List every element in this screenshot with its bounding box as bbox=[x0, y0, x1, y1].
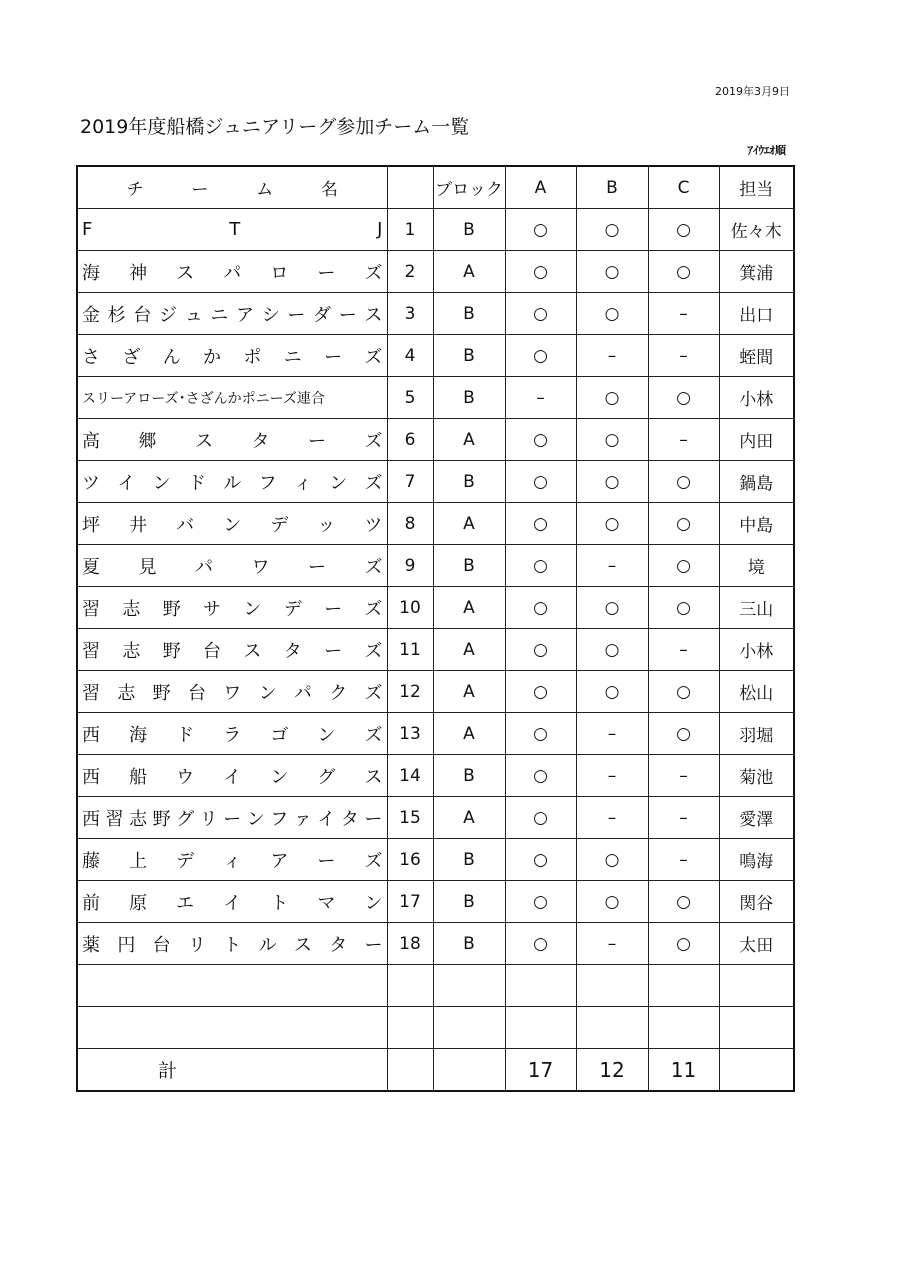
team-block: B bbox=[433, 293, 505, 335]
header-number bbox=[387, 166, 433, 209]
table-row bbox=[77, 797, 794, 839]
mark-a: ○ bbox=[505, 503, 576, 545]
team-staff: 愛澤 bbox=[719, 797, 794, 839]
table-row bbox=[77, 461, 794, 503]
team-name: 薬 円 台 リ ト ル ス タ ー bbox=[77, 923, 387, 965]
team-name: 西 船 ウ イ ン グ ス bbox=[77, 755, 387, 797]
mark-b: ○ bbox=[576, 461, 648, 503]
table-row bbox=[77, 713, 794, 755]
empty-row bbox=[77, 1007, 794, 1049]
team-block: A bbox=[433, 671, 505, 713]
team-staff: 鍋島 bbox=[719, 461, 794, 503]
mark-c: ○ bbox=[648, 671, 719, 713]
team-block: A bbox=[433, 629, 505, 671]
team-number: 5 bbox=[387, 377, 433, 419]
total-a: 17 bbox=[505, 1049, 576, 1092]
mark-b: ○ bbox=[576, 587, 648, 629]
team-staff: 太田 bbox=[719, 923, 794, 965]
team-block: B bbox=[433, 881, 505, 923]
team-number: 16 bbox=[387, 839, 433, 881]
table-row bbox=[77, 839, 794, 881]
mark-c: – bbox=[648, 629, 719, 671]
team-name: 金 杉 台 ジ ュ ニ ア シ ー ダ ー ス bbox=[77, 293, 387, 335]
team-block: B bbox=[433, 209, 505, 251]
team-block: B bbox=[433, 377, 505, 419]
team-staff: 松山 bbox=[719, 671, 794, 713]
mark-b: – bbox=[576, 713, 648, 755]
team-name: 習 志 野 サ ン デ ー ズ bbox=[77, 587, 387, 629]
team-number: 10 bbox=[387, 587, 433, 629]
team-name: ツ イ ン ド ル フ ィ ン ズ bbox=[77, 461, 387, 503]
document-title: 2019年度船橋ジュニアリーグ参加チーム一覧 bbox=[80, 116, 470, 138]
team-staff: 境 bbox=[719, 545, 794, 587]
mark-a: ○ bbox=[505, 293, 576, 335]
mark-b: ○ bbox=[576, 293, 648, 335]
table-row bbox=[77, 503, 794, 545]
mark-c: ○ bbox=[648, 545, 719, 587]
mark-c: – bbox=[648, 755, 719, 797]
mark-b: ○ bbox=[576, 209, 648, 251]
team-name: スリーアローズ･さざんかポニーズ連合 bbox=[77, 377, 387, 419]
mark-c: ○ bbox=[648, 713, 719, 755]
team-block: B bbox=[433, 545, 505, 587]
header-a: A bbox=[505, 166, 576, 209]
mark-c: ○ bbox=[648, 587, 719, 629]
team-name: 前 原 エ イ ト マ ン bbox=[77, 881, 387, 923]
team-name: 習 志 野 台 ス タ ー ズ bbox=[77, 629, 387, 671]
team-staff: 佐々木 bbox=[719, 209, 794, 251]
table-row bbox=[77, 881, 794, 923]
team-staff: 内田 bbox=[719, 419, 794, 461]
mark-a: ○ bbox=[505, 587, 576, 629]
header-b: B bbox=[576, 166, 648, 209]
team-staff: 菊池 bbox=[719, 755, 794, 797]
team-number: 3 bbox=[387, 293, 433, 335]
team-staff: 小林 bbox=[719, 629, 794, 671]
header-block: ブロック bbox=[433, 166, 505, 209]
team-staff: 関谷 bbox=[719, 881, 794, 923]
team-block: B bbox=[433, 839, 505, 881]
table-row bbox=[77, 755, 794, 797]
mark-c: ○ bbox=[648, 503, 719, 545]
mark-c: – bbox=[648, 335, 719, 377]
mark-c: ○ bbox=[648, 461, 719, 503]
table-row bbox=[77, 335, 794, 377]
team-name: 高 郷 ス タ ー ズ bbox=[77, 419, 387, 461]
empty-row bbox=[77, 965, 794, 1007]
team-number: 18 bbox=[387, 923, 433, 965]
total-c: 11 bbox=[648, 1049, 719, 1092]
mark-c: – bbox=[648, 839, 719, 881]
total-label: 計 bbox=[77, 1049, 387, 1092]
team-block: A bbox=[433, 587, 505, 629]
sort-order-note: ｱｲｳｴｵ順 bbox=[747, 144, 786, 157]
mark-a: ○ bbox=[505, 797, 576, 839]
team-block: B bbox=[433, 461, 505, 503]
team-name: 藤 上 デ ィ ア ー ズ bbox=[77, 839, 387, 881]
mark-c: – bbox=[648, 419, 719, 461]
team-number: 8 bbox=[387, 503, 433, 545]
mark-a: ○ bbox=[505, 839, 576, 881]
header-team-name bbox=[77, 166, 387, 209]
mark-b: – bbox=[576, 335, 648, 377]
mark-a: ○ bbox=[505, 923, 576, 965]
mark-a: ○ bbox=[505, 713, 576, 755]
team-name: 坪 井 バ ン デ ッ ツ bbox=[77, 503, 387, 545]
team-staff: 小林 bbox=[719, 377, 794, 419]
total-row bbox=[77, 1049, 794, 1092]
mark-c: ○ bbox=[648, 881, 719, 923]
mark-b: ○ bbox=[576, 503, 648, 545]
table-row bbox=[77, 671, 794, 713]
team-name: F T J bbox=[77, 209, 387, 251]
table-row bbox=[77, 587, 794, 629]
mark-b: – bbox=[576, 797, 648, 839]
team-number: 1 bbox=[387, 209, 433, 251]
mark-a: ○ bbox=[505, 881, 576, 923]
table-row bbox=[77, 923, 794, 965]
team-number: 13 bbox=[387, 713, 433, 755]
mark-a: ○ bbox=[505, 209, 576, 251]
mark-a: ○ bbox=[505, 419, 576, 461]
mark-a: ○ bbox=[505, 755, 576, 797]
mark-a: ○ bbox=[505, 545, 576, 587]
team-block: A bbox=[433, 797, 505, 839]
mark-b: ○ bbox=[576, 629, 648, 671]
team-number: 4 bbox=[387, 335, 433, 377]
mark-c: – bbox=[648, 797, 719, 839]
team-number: 14 bbox=[387, 755, 433, 797]
team-number: 17 bbox=[387, 881, 433, 923]
team-name: 海 神 ス パ ロ ー ズ bbox=[77, 251, 387, 293]
mark-c: ○ bbox=[648, 923, 719, 965]
header-staff: 担当 bbox=[719, 166, 794, 209]
mark-a: ○ bbox=[505, 629, 576, 671]
team-block: A bbox=[433, 419, 505, 461]
mark-a: ○ bbox=[505, 335, 576, 377]
team-block: A bbox=[433, 503, 505, 545]
mark-a: ○ bbox=[505, 461, 576, 503]
team-staff: 箕浦 bbox=[719, 251, 794, 293]
team-roster-table bbox=[76, 165, 795, 1092]
table-row bbox=[77, 545, 794, 587]
team-staff: 中島 bbox=[719, 503, 794, 545]
mark-a: – bbox=[505, 377, 576, 419]
team-number: 9 bbox=[387, 545, 433, 587]
mark-c: ○ bbox=[648, 209, 719, 251]
team-block: B bbox=[433, 335, 505, 377]
mark-c: ○ bbox=[648, 251, 719, 293]
mark-b: – bbox=[576, 923, 648, 965]
mark-c: ○ bbox=[648, 377, 719, 419]
table-row bbox=[77, 419, 794, 461]
team-block: A bbox=[433, 251, 505, 293]
team-staff: 羽堀 bbox=[719, 713, 794, 755]
table-row bbox=[77, 251, 794, 293]
team-number: 7 bbox=[387, 461, 433, 503]
team-number: 11 bbox=[387, 629, 433, 671]
team-number: 2 bbox=[387, 251, 433, 293]
mark-b: ○ bbox=[576, 881, 648, 923]
table-row bbox=[77, 629, 794, 671]
mark-b: ○ bbox=[576, 377, 648, 419]
mark-b: ○ bbox=[576, 671, 648, 713]
table-row bbox=[77, 293, 794, 335]
mark-a: ○ bbox=[505, 671, 576, 713]
mark-b: ○ bbox=[576, 839, 648, 881]
team-staff: 出口 bbox=[719, 293, 794, 335]
table-header-row bbox=[77, 166, 794, 209]
team-number: 6 bbox=[387, 419, 433, 461]
mark-b: ○ bbox=[576, 251, 648, 293]
team-block: B bbox=[433, 755, 505, 797]
mark-a: ○ bbox=[505, 251, 576, 293]
team-block: B bbox=[433, 923, 505, 965]
mark-b: ○ bbox=[576, 419, 648, 461]
team-number: 12 bbox=[387, 671, 433, 713]
mark-c: – bbox=[648, 293, 719, 335]
document-date: 2019年3月9日 bbox=[715, 85, 790, 98]
team-staff: 鳴海 bbox=[719, 839, 794, 881]
team-name: 西 海 ド ラ ゴ ン ズ bbox=[77, 713, 387, 755]
team-name: 西 習 志 野 グ リ ー ン フ ァ イ タ ー bbox=[77, 797, 387, 839]
header-c: C bbox=[648, 166, 719, 209]
table-row bbox=[77, 209, 794, 251]
header-team-name-label: チ ー ム 名 bbox=[126, 180, 338, 200]
total-b: 12 bbox=[576, 1049, 648, 1092]
mark-b: – bbox=[576, 755, 648, 797]
team-name: 習 志 野 台 ワ ン パ ク ズ bbox=[77, 671, 387, 713]
team-staff: 蛭間 bbox=[719, 335, 794, 377]
mark-b: – bbox=[576, 545, 648, 587]
table-row bbox=[77, 377, 794, 419]
team-number: 15 bbox=[387, 797, 433, 839]
team-name: 夏 見 パ ワ ー ズ bbox=[77, 545, 387, 587]
team-block: A bbox=[433, 713, 505, 755]
team-name: さ ざ ん か ポ ニ ー ズ bbox=[77, 335, 387, 377]
team-staff: 三山 bbox=[719, 587, 794, 629]
